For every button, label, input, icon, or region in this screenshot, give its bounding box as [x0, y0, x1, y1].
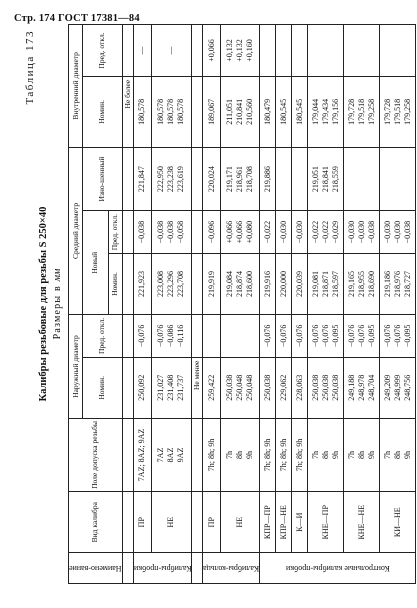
- cell-m-dev: −0,038 −0,038 −0,058: [151, 211, 192, 253]
- cell-m-dev: −0,022 −0,022 −0,029: [308, 211, 344, 253]
- cell-o-dev: −0,076 −0,076 −0,095: [308, 315, 344, 357]
- col-mid-dev: Пред. откл.: [108, 211, 122, 253]
- cell-o-dev: [203, 315, 221, 357]
- cell-o-nom: 250,038 250,038 250,038: [308, 357, 344, 418]
- cell-i-nom: 180,545: [292, 76, 308, 147]
- table-row: [133, 25, 151, 584]
- cell-i-dev: —: [133, 25, 151, 77]
- cell-tol: 7h; 8h; 9h: [203, 418, 221, 491]
- cell-i-nom: 180,545: [276, 76, 292, 147]
- cell-m-worn: 219,171 218,961 218,708: [220, 147, 260, 211]
- gauge-table: [68, 24, 416, 584]
- cell-m-nom: 219,919: [203, 253, 221, 314]
- cell-m-nom: 220,039: [292, 253, 308, 314]
- cell-o-nom: 250,038: [260, 357, 276, 418]
- cell-tol: 7AZ 8AZ 9AZ: [151, 418, 192, 491]
- cell-o-dev: −0,076 −0,076 −0,095: [344, 315, 380, 357]
- cell-i-dev: [276, 25, 292, 77]
- cell-i-nom: 179,044 179,434 179,156: [308, 76, 344, 147]
- cell-m-nom: 220,000: [276, 253, 292, 314]
- cell-o-dev: −0,076 −0,076 −0,095: [380, 315, 416, 357]
- cell-i-nom: 180,479: [260, 76, 276, 147]
- col-inner-dev: Пред. откл.: [83, 25, 123, 77]
- cell-m-nom: 219,186 218,976 218,727: [380, 253, 416, 314]
- cell-m-nom: 219,081 218,871 218,597: [308, 253, 344, 314]
- group-label-ring: Калибры-кольца: [203, 553, 260, 584]
- cell-m-worn: 222,950 223,238 223,619: [151, 147, 192, 211]
- cell-m-nom: 221,923: [133, 253, 151, 314]
- cell-i-nom: 180,578 180,578 180,578: [151, 76, 192, 147]
- cell-type: ПР: [203, 492, 221, 553]
- cell-m-nom: 219,084 218,874 218,600: [220, 253, 260, 314]
- cell-tol: 7h 8h 9h: [380, 418, 416, 491]
- table-row: [203, 25, 221, 584]
- cell-o-dev: −0,076: [133, 315, 151, 357]
- col-worn: Изно-шенный: [83, 147, 123, 211]
- group-label-control: Контрольные калибры-пробки: [260, 553, 416, 584]
- col-name: Наимено-вание: [69, 553, 123, 584]
- group-label-plug: Калибры-пробки: [133, 553, 192, 584]
- cell-o-nom: 249,188 248,978 248,704: [344, 357, 380, 418]
- table-row: [344, 25, 380, 584]
- table-row: [260, 25, 276, 584]
- cell-m-dev: −0,096: [203, 211, 221, 253]
- col-new: Новый: [83, 211, 109, 315]
- rotated-page: [22, 24, 412, 584]
- col-outer: Наружный диаметр: [69, 315, 83, 419]
- col-tolerance: Поле допуска резьбы: [69, 418, 123, 491]
- cell-type: НЕ: [220, 492, 260, 553]
- cell-i-nom: 179,728 179,518 179,258: [380, 76, 416, 147]
- cell-i-nom: 189,067: [203, 76, 221, 147]
- cell-tol: 7h 8h 9h: [344, 418, 380, 491]
- cell-m-worn: 221,847: [133, 147, 151, 211]
- cell-o-dev: −0,076: [260, 315, 276, 357]
- cell-o-nom: 259,422: [203, 357, 221, 418]
- cell-i-dev: [344, 25, 380, 77]
- cell-i-dev: [308, 25, 344, 77]
- cell-o-nom: 249,209 248,999 248,756: [380, 357, 416, 418]
- cell-type: КНЕ—ПР: [308, 492, 344, 553]
- table-row: [380, 25, 416, 584]
- cell-m-worn: [276, 147, 292, 211]
- cell-i-dev: —: [151, 25, 192, 77]
- col-inner: Внутренний диаметр: [69, 25, 83, 148]
- cell-tol: 7h 8h 9h: [308, 418, 344, 491]
- table-body: [133, 25, 416, 584]
- cell-i-dev: +0,132 +0,132 +0,160: [220, 25, 260, 77]
- cell-tol: 7h; 8h; 9h: [260, 418, 276, 491]
- cell-m-dev: −0,038: [133, 211, 151, 253]
- cell-m-worn: 220,024: [203, 147, 221, 211]
- table-row: [276, 25, 292, 584]
- cell-m-worn: [380, 147, 416, 211]
- cell-tol: 7h; 8h; 9h: [292, 418, 308, 491]
- cell-i-dev: [260, 25, 276, 77]
- cell-m-dev: −0,030 −0,030 −0,038: [344, 211, 380, 253]
- cell-m-nom: 219,165 218,955 218,690: [344, 253, 380, 314]
- cell-i-dev: [380, 25, 416, 77]
- cell-type: К—И: [292, 492, 308, 553]
- cell-o-dev: −0,076 −0,086 −0,116: [151, 315, 192, 357]
- cell-tol: 7AZ; 8AZ; 9AZ: [133, 418, 151, 491]
- cell-o-dev: −0,076: [276, 315, 292, 357]
- cell-i-nom: 211,051 210,841 210,560: [220, 76, 260, 147]
- cell-o-nom: 229,062: [276, 357, 292, 418]
- cell-type: КНЕ—НЕ: [344, 492, 380, 553]
- cell-m-dev: −0,022: [260, 211, 276, 253]
- cell-o-nom: 228,063: [292, 357, 308, 418]
- col-inner-nom: Номин.: [83, 76, 123, 147]
- cell-o-nom: 250,092: [133, 357, 151, 418]
- cell-type: КИ—НЕ: [380, 492, 416, 553]
- col-mid-nom: Номин.: [108, 253, 122, 314]
- cell-m-nom: 223,008 223,296 223,708: [151, 253, 192, 314]
- cell-o-dev: [220, 315, 260, 357]
- table-label: Таблица 173: [24, 30, 36, 105]
- cell-m-nom: 219,916: [260, 253, 276, 314]
- cell-i-nom: 180,578: [133, 76, 151, 147]
- cell-m-worn: 219,886: [260, 147, 276, 211]
- cell-m-dev: −0,030: [276, 211, 292, 253]
- cell-tol: 7h 8h 9h: [220, 418, 260, 491]
- col-type: Вид калибра: [69, 492, 123, 553]
- cell-m-dev: −0,030 −0,030 −0,038: [380, 211, 416, 253]
- cell-m-dev: −0,030: [292, 211, 308, 253]
- cell-m-worn: [292, 147, 308, 211]
- cell-m-worn: [344, 147, 380, 211]
- cell-m-worn: 219,051 218,841 218,559: [308, 147, 344, 211]
- cell-o-dev: −0,076: [292, 315, 308, 357]
- cell-m-dev: +0,066 +0,066 +0,080: [220, 211, 260, 253]
- table-row: [220, 25, 260, 584]
- inner-not-more: Не более: [122, 76, 133, 147]
- table-row: [308, 25, 344, 584]
- cell-i-dev: [292, 25, 308, 77]
- col-outer-nom: Номин.: [83, 357, 123, 418]
- cell-o-nom: 231,027 231,408 231,737: [151, 357, 192, 418]
- cell-type: ПР: [133, 492, 151, 553]
- table-row: [292, 25, 308, 584]
- table-subtitle: Размеры в мм: [52, 268, 63, 340]
- col-middle: Средний диаметр: [69, 147, 83, 314]
- cell-type: КПР—ПР: [260, 492, 276, 553]
- outer-not-less: Не менее: [192, 357, 203, 418]
- cell-o-nom: 250,038 250,048 250,048: [220, 357, 260, 418]
- cell-i-nom: 179,728 179,518 179,258: [344, 76, 380, 147]
- cell-type: НЕ: [151, 492, 192, 553]
- cell-type: КПР—НЕ: [276, 492, 292, 553]
- cell-i-dev: +0,066: [203, 25, 221, 77]
- col-outer-dev: Пред. откл.: [83, 315, 123, 357]
- table-row: [151, 25, 192, 584]
- table-title: Калибры резьбовые для резьбы S 250×40: [38, 206, 49, 402]
- page-header: Стр. 174 ГОСТ 17381—84: [14, 13, 140, 24]
- cell-tol: 7h; 8h; 9h: [276, 418, 292, 491]
